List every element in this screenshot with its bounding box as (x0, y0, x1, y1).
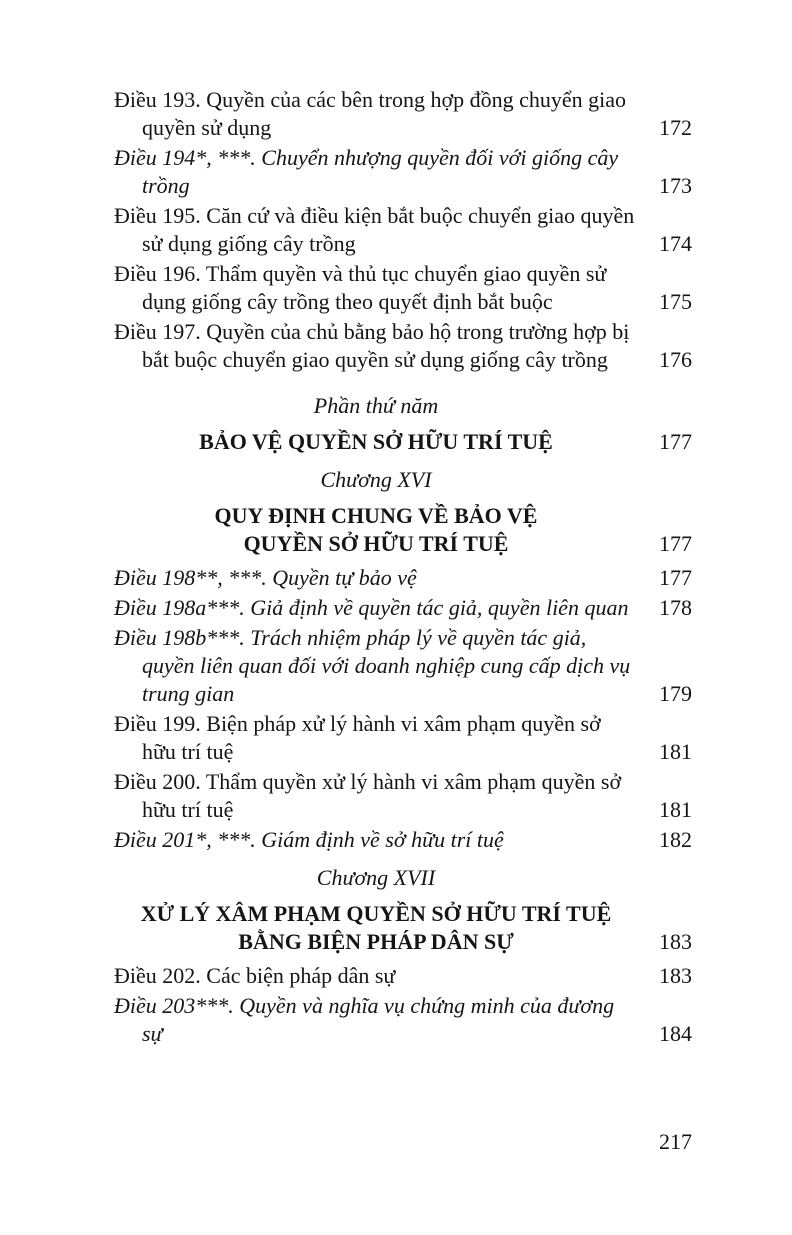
toc-entry-page: 183 (659, 963, 692, 988)
part-label: Phần thứ năm (313, 393, 439, 418)
toc-entry-text: Điều 203***. Quyền và nghĩa vụ chứng minh của đương sự (114, 993, 615, 1046)
toc-entry (114, 710, 692, 766)
toc-entry-page: 174 (659, 231, 692, 256)
chapter-title-row (114, 502, 692, 558)
toc-entry (114, 202, 692, 258)
toc-entry-text: Điều 200. Thẩm quyền xử lý hành vi xâm phạm quyền sở hữu trí tuệ (114, 769, 622, 822)
chapter-title-line1: QUY ĐỊNH CHUNG VỀ BẢO VỆ (214, 503, 538, 528)
toc-entry (114, 992, 692, 1048)
toc-entry (114, 768, 692, 824)
toc-entry-text: Điều 202. Các biện pháp dân sự (114, 963, 396, 988)
toc-entry-page: 179 (659, 681, 692, 706)
toc-entry (114, 826, 692, 854)
chapter-title (114, 900, 644, 956)
toc-entry-text: Điều 193. Quyền của các bên trong hợp đồng chuyển giao quyền sử dụng (114, 87, 626, 140)
part-title-page: 177 (659, 429, 692, 454)
toc-entry-page: 177 (659, 565, 692, 590)
toc-entry-text: Điều 198a***. Giả định về quyền tác giả, quyền liên quan (114, 595, 629, 620)
toc-entry-text: Điều 196. Thẩm quyền và thủ tục chuyển giao quyền sử dụng giống cây trồng theo quyết định bắt buộc (114, 261, 607, 314)
toc-entry (114, 624, 692, 708)
chapter-title-page: 177 (659, 531, 692, 556)
part-title-row (114, 428, 692, 456)
toc-entry-text: Điều 198**, ***. Quyền tự bảo vệ (114, 565, 417, 590)
chapter-title-page: 183 (659, 929, 692, 954)
chapter-title-line2: BẰNG BIỆN PHÁP DÂN SỰ (238, 929, 514, 954)
toc-entry (114, 318, 692, 374)
chapter-title-row (114, 900, 692, 956)
chapter-title-line2: QUYỀN SỞ HỮU TRÍ TUỆ (243, 531, 509, 556)
toc-entry-text: Điều 197. Quyền của chủ bằng bảo hộ trong trường hợp bị bắt buộc chuyển giao quyền sử dụng giống cây trồng (114, 319, 630, 372)
toc-entry-text: Điều 201*, ***. Giám định về sở hữu trí tuệ (114, 827, 504, 852)
toc-entry-page: 178 (659, 595, 692, 620)
toc-entry-page: 172 (659, 115, 692, 140)
toc-entry-page: 181 (659, 739, 692, 764)
toc-entry-page: 173 (659, 173, 692, 198)
chapter-title-line1: XỬ LÝ XÂM PHẠM QUYỀN SỞ HỮU TRÍ TUỆ (140, 901, 612, 926)
toc-entry (114, 594, 692, 622)
toc-entry-page: 176 (659, 347, 692, 372)
chapter-label-row (114, 864, 692, 892)
toc-entry-text: Điều 198b***. Trách nhiệm pháp lý về quyền tác giả, quyền liên quan đối với doanh nghiệp cung cấp dịch vụ trung gian (114, 625, 631, 706)
toc-entry-text: Điều 199. Biện pháp xử lý hành vi xâm phạm quyền sở hữu trí tuệ (114, 711, 601, 764)
chapter-label: Chương XVII (316, 865, 436, 890)
toc-entry (114, 86, 692, 142)
toc-entry-page: 181 (659, 797, 692, 822)
toc-entry-page: 184 (659, 1021, 692, 1046)
chapter-title (114, 502, 644, 558)
toc-entry-page: 175 (659, 289, 692, 314)
toc-entry (114, 260, 692, 316)
toc-entry (114, 564, 692, 592)
toc-entry (114, 144, 692, 200)
part-title: BẢO VỆ QUYỀN SỞ HỮU TRÍ TUỆ (199, 429, 553, 454)
toc-entry-text: Điều 194*, ***. Chuyển nhượng quyền đối với giống cây trồng (114, 145, 619, 198)
folio-page-number: 217 (659, 1129, 692, 1154)
toc-entry-page: 182 (659, 827, 692, 852)
chapter-label-row (114, 466, 692, 494)
toc-entry-text: Điều 195. Căn cứ và điều kiện bắt buộc chuyển giao quyền sử dụng giống cây trồng (114, 203, 635, 256)
part-label-row (114, 392, 692, 420)
toc-entry (114, 962, 692, 990)
chapter-label: Chương XVI (320, 467, 432, 492)
